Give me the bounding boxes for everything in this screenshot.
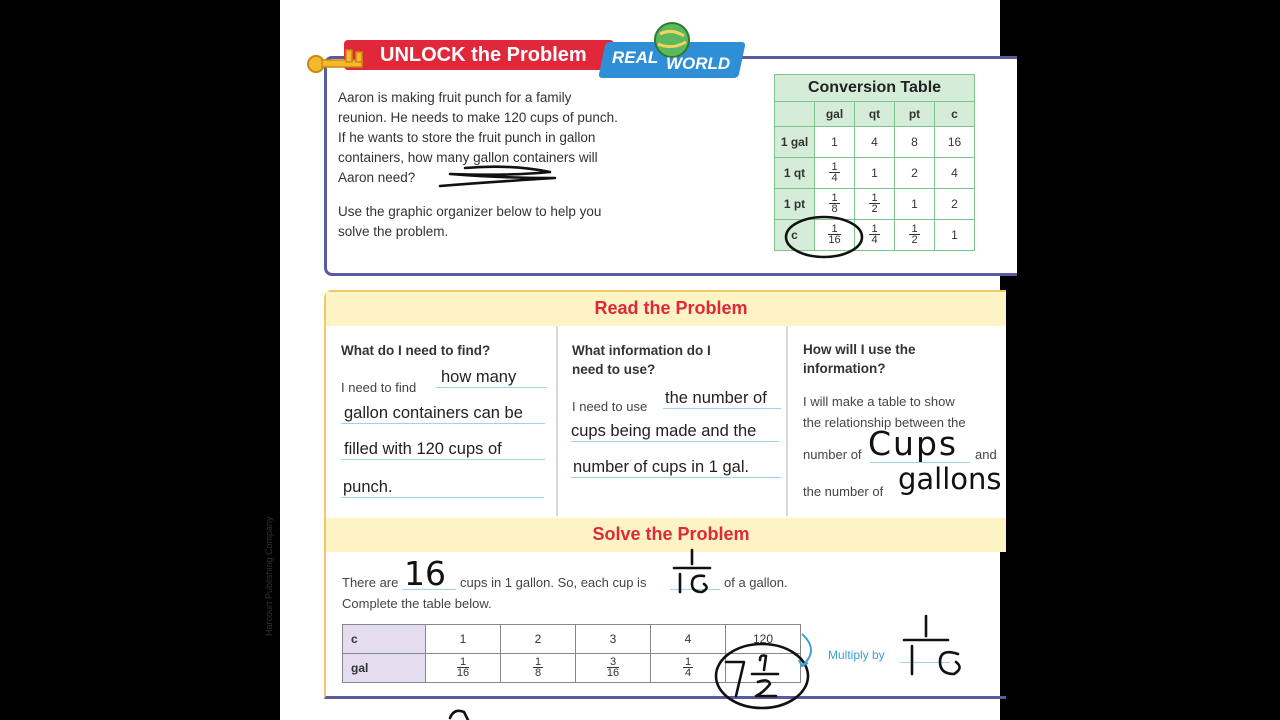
cell [815, 158, 855, 189]
answer-find-line: filled with 120 cups of [341, 440, 545, 460]
cell: 4 [855, 127, 895, 158]
complete-table-text: Complete the table below. [342, 596, 492, 611]
header-gal: gal [815, 102, 855, 127]
cell: 3 [576, 625, 651, 654]
numerator: 1 [684, 656, 692, 668]
problem-line: containers, how many gallon containers will [338, 150, 598, 165]
question-use-line: information? [803, 361, 886, 376]
problem-line: If he wants to store the fruit punch in gallon [338, 130, 596, 145]
world-label: WORLD [666, 54, 731, 73]
prefix-find: I need to find [341, 380, 417, 395]
row-label-c: c [343, 625, 426, 654]
denominator: 16 [456, 667, 470, 679]
fraction [829, 193, 839, 214]
cell: 8 [895, 127, 935, 158]
denominator: 4 [871, 234, 878, 246]
row-label: c [775, 220, 815, 251]
circle-annotation [780, 212, 870, 262]
numerator: 1 [871, 192, 878, 204]
question-info-line: What information do I [572, 343, 711, 358]
cell [576, 654, 651, 683]
question-use-line: How will I use the [803, 342, 916, 357]
header-pt: pt [895, 102, 935, 127]
numerator: 1 [457, 657, 469, 668]
prefix-info: I need to use [572, 399, 648, 414]
handwritten-cups: Cups [868, 424, 959, 463]
numerator: 1 [911, 223, 918, 235]
use-line: I will make a table to show [803, 394, 955, 409]
denominator: 8 [831, 203, 838, 215]
question-info-line: need to use? [572, 362, 656, 377]
row-qt [775, 158, 975, 189]
problem-line: Aaron is making fruit punch for a family [338, 90, 572, 105]
cell: 1 [935, 220, 975, 251]
fraction [457, 657, 469, 678]
read-problem-title: Read the Problem [594, 298, 748, 318]
cell [426, 654, 501, 683]
there-are-label: There are [342, 575, 399, 590]
underline-annotation [430, 160, 560, 190]
fraction [607, 657, 619, 678]
number-of-label: the number of [803, 484, 884, 499]
numerator: 1 [534, 656, 542, 668]
row-label-gal: gal [343, 654, 426, 683]
ink-fragment [446, 706, 476, 720]
fraction [909, 224, 919, 245]
row-gal [775, 127, 975, 158]
denominator: 2 [911, 234, 918, 246]
publisher-credit: Harcourt Publishing Company [264, 516, 274, 636]
answer-find-line: punch. [341, 478, 544, 498]
cell: 1 [895, 189, 935, 220]
of-a-gallon-text: of a gallon. [724, 575, 788, 590]
cell: 1 [426, 625, 501, 654]
problem-line: reunion. He needs to make 120 cups of punch. [338, 110, 618, 125]
cell: 4 [651, 625, 726, 654]
row-label: 1 gal [775, 127, 815, 158]
corner-cell [775, 102, 815, 127]
number-of-label: number of [803, 447, 862, 462]
answer-find-line: gallon containers can be [341, 404, 545, 424]
denominator: 16 [828, 234, 841, 246]
use-line: the relationship between the [803, 415, 966, 430]
column-divider [786, 326, 788, 516]
header-qt: qt [855, 102, 895, 127]
question-find: What do I need to find? [341, 343, 491, 358]
denominator: 4 [831, 172, 838, 184]
fraction [533, 657, 543, 678]
handwritten-one-sixteenth [670, 546, 716, 596]
answer-info-line: the number of [663, 389, 781, 409]
cell: 4 [935, 158, 975, 189]
numerator: 1 [831, 192, 838, 204]
cell: 1 [815, 127, 855, 158]
handwritten-16: 16 [404, 554, 446, 593]
multiply-by-label: Multiply by [828, 648, 885, 662]
cell: 2 [935, 189, 975, 220]
numerator: 1 [828, 224, 840, 235]
worksheet-page [264, 0, 1002, 720]
helper-line: Use the graphic organizer below to help you [338, 204, 602, 219]
fraction [829, 162, 839, 183]
key-icon [306, 40, 368, 78]
numerator: 1 [871, 223, 878, 235]
cups-in-gallon-text: cups in 1 gallon. So, each cup is [460, 575, 647, 590]
cell [895, 220, 935, 251]
and-label: and [975, 447, 997, 462]
answer-info-line: number of cups in 1 gal. [571, 458, 781, 478]
helper-line: solve the problem. [338, 224, 449, 239]
header-c: c [935, 102, 975, 127]
cell: 16 [935, 127, 975, 158]
handwritten-multiplier-fraction [898, 610, 968, 680]
arrow-bracket-icon [796, 630, 830, 670]
cell: 1 [855, 158, 895, 189]
cell: 120 [726, 625, 801, 654]
unlock-banner: UNLOCK the Problem [344, 40, 614, 70]
handwritten-gallons: gallons [898, 462, 1002, 496]
fraction [869, 193, 879, 214]
denominator: 2 [871, 203, 878, 215]
helper-text [338, 202, 658, 242]
problem-line: Aaron need? [338, 170, 416, 185]
question-info [572, 341, 711, 379]
cell: 2 [895, 158, 935, 189]
row-label: 1 pt [775, 189, 815, 220]
denominator: 8 [534, 667, 542, 679]
numerator: 3 [607, 657, 619, 668]
denominator: 16 [606, 667, 620, 679]
real-label: REAL [612, 48, 659, 67]
solve-problem-title: Solve the Problem [592, 524, 750, 544]
cell [501, 654, 576, 683]
question-use [803, 340, 916, 378]
fraction [869, 224, 879, 245]
denominator: 4 [684, 667, 692, 679]
column-divider [556, 326, 558, 516]
fraction [683, 657, 693, 678]
numerator: 1 [831, 161, 838, 173]
cell: 2 [501, 625, 576, 654]
conversion-table-title: Conversion Table [775, 75, 975, 102]
answer-find-line: how many [436, 368, 547, 388]
answer-info-line: cups being made and the [571, 422, 779, 442]
row-label: 1 qt [775, 158, 815, 189]
